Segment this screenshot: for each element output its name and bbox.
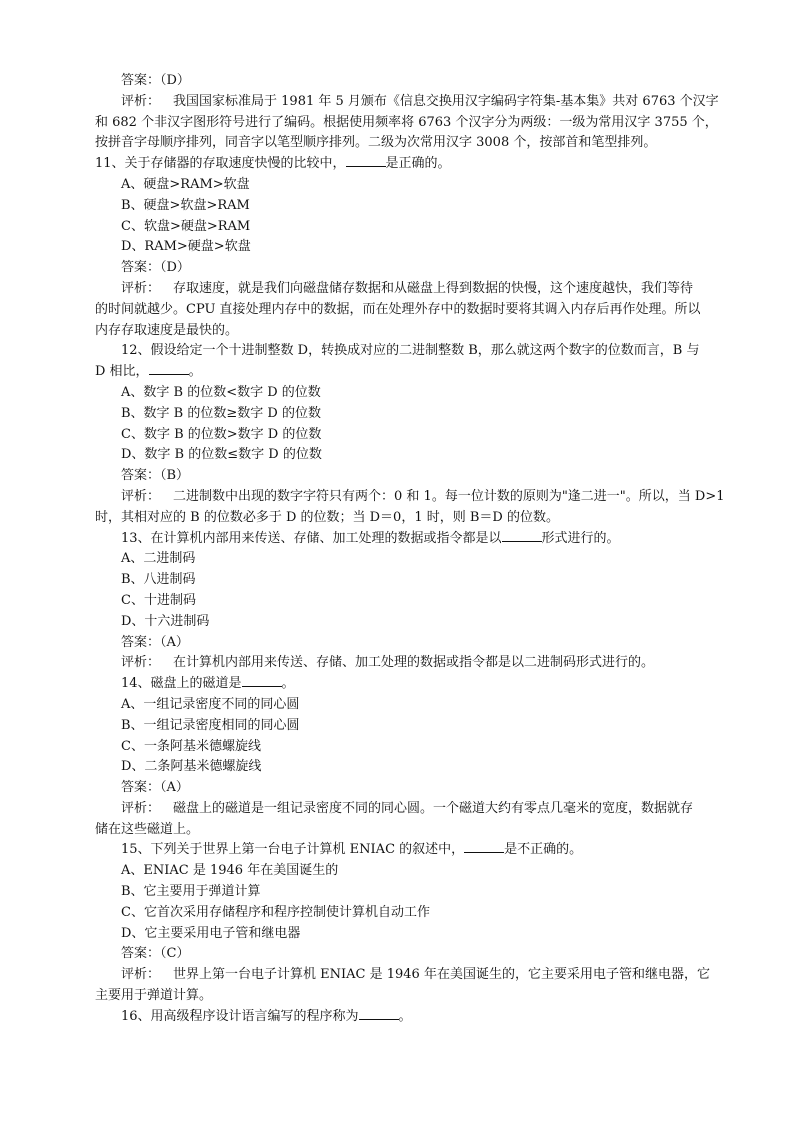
answer-line: 答案：（D） (121, 73, 190, 88)
analysis-label: 评析： (121, 93, 161, 109)
option-c: C、软盘>硬盘>RAM (121, 218, 251, 234)
option-c: C、一条阿基米德螺旋线 (121, 738, 261, 754)
question-16-stem: 16、用高级程序设计语言编写的程序称为 。 (121, 1008, 412, 1024)
answer-line: 答案：（C） (121, 946, 190, 962)
answer-blank (242, 674, 282, 687)
analysis-label: 评析： (121, 800, 161, 816)
analysis-line: 评析： 二进制数中出现的数字字符只有两个：0 和 1。每一位计数的原则为"逢二进一"。所以，当 D>1 (121, 488, 725, 504)
answer-line: 答案：（D） (121, 260, 190, 276)
analysis-label: 评析： (121, 280, 161, 296)
option-c: C、数字 B 的位数>数字 D 的位数 (121, 426, 322, 442)
option-a: A、数字 B 的位数<数字 D 的位数 (121, 384, 321, 400)
option-b: B、数字 B 的位数≥数字 D 的位数 (121, 405, 321, 421)
analysis-label: 评析： (121, 488, 161, 504)
analysis-line: 主要用于弹道计算。 (95, 988, 213, 1004)
answer-line: 答案：（A） (121, 780, 189, 796)
analysis-line: 储在这些磁道上。 (95, 821, 200, 837)
analysis-line: 内存存取速度是最快的。 (95, 322, 239, 338)
analysis-line: 评析： 世界上第一台电子计算机 ENIAC 是 1946 年在美国诞生的，它主要采用电子管和继电器，它 (121, 967, 710, 983)
analysis-line: 时，其相对应的 B 的位数必多于 D 的位数；当 D＝0，1 时，则 B＝D 的位数。 (95, 509, 559, 525)
document-content (95, 71, 725, 1028)
option-d: D、二条阿基米德螺旋线 (121, 759, 262, 775)
option-b: B、一组记录密度相同的同心圆 (121, 717, 300, 733)
question-12-stem-cont: D 相比， 。 (95, 364, 202, 380)
analysis-line: 评析： 磁盘上的磁道是一组记录密度不同的同心圆。一个磁道大约有零点几毫米的宽度，数据就存 (121, 800, 694, 816)
option-a: A、硬盘>RAM>软盘 (121, 176, 250, 192)
answer-line: 答案：（A） (121, 634, 189, 650)
option-b: B、硬盘>软盘>RAM (121, 197, 250, 213)
answer-line: 答案：（B） (121, 468, 190, 484)
option-d: D、它主要采用电子管和继电器 (121, 925, 301, 941)
analysis-line: 和 682 个非汉字图形符号进行了编码。根据使用频率将 6763 个汉字分为两级：一级为常用汉字 3755 个， (95, 114, 718, 130)
question-12-stem: 12、假设给定一个十进制整数 D，转换成对应的二进制整数 B，那么就这两个数字的位数而言，B 与 (121, 343, 700, 359)
answer-blank (464, 840, 504, 853)
option-d: D、十六进制码 (121, 613, 210, 629)
answer-blank (149, 362, 189, 375)
analysis-line: 的时间就越少。CPU 直接处理内存中的数据，而在处理外存中的数据时要将其调入内存后再作处理。所以 (95, 301, 701, 317)
question-15-stem: 15、下列关于世界上第一台电子计算机 ENIAC 的叙述中， 是不正确的。 (121, 842, 583, 858)
analysis-line: 评析： 存取速度，就是我们向磁盘储存数据和从磁盘上得到数据的快慢，这个速度越快，我们等待 (121, 280, 694, 296)
option-b: B、它主要用于弹道计算 (121, 884, 261, 900)
question-14-stem: 14、磁盘上的磁道是 。 (121, 676, 295, 692)
question-11-stem: 11、关于存储器的存取速度快慢的比较中， 是正确的。 (95, 156, 451, 172)
option-c: C、十进制码 (121, 592, 196, 608)
option-a: A、一组记录密度不同的同心圆 (121, 696, 300, 712)
option-d: D、数字 B 的位数≤数字 D 的位数 (121, 447, 322, 463)
option-b: B、八进制码 (121, 572, 196, 588)
answer-blank (502, 529, 542, 542)
analysis-text: 我国国家标准局于 1981 年 5 月颁布《信息交换用汉字编码字符集-基本集》共对 6763 个汉字 (173, 93, 719, 109)
option-a: A、ENIAC 是 1946 年在美国诞生的 (121, 863, 339, 879)
analysis-line: 按拼音字母顺序排列，同音字以笔型顺序排列。二级为次常用汉字 3008 个，按部首和笔型排列。 (95, 135, 657, 151)
answer-blank (359, 1007, 399, 1020)
analysis-label: 评析： (121, 967, 161, 983)
option-c: C、它首次采用存储程序和程序控制使计算机自动工作 (121, 904, 430, 920)
option-a: A、二进制码 (121, 551, 196, 567)
answer-blank (346, 154, 386, 167)
question-13-stem: 13、在计算机内部用来传送、存储、加工处理的数据或指令都是以 形式进行的。 (121, 530, 620, 546)
analysis-line: 评析： 在计算机内部用来传送、存储、加工处理的数据或指令都是以二进制码形式进行的。 (121, 655, 655, 671)
analysis-label: 评析： (121, 655, 161, 671)
analysis-line (95, 92, 719, 113)
option-d: D、RAM>硬盘>软盘 (121, 239, 251, 255)
